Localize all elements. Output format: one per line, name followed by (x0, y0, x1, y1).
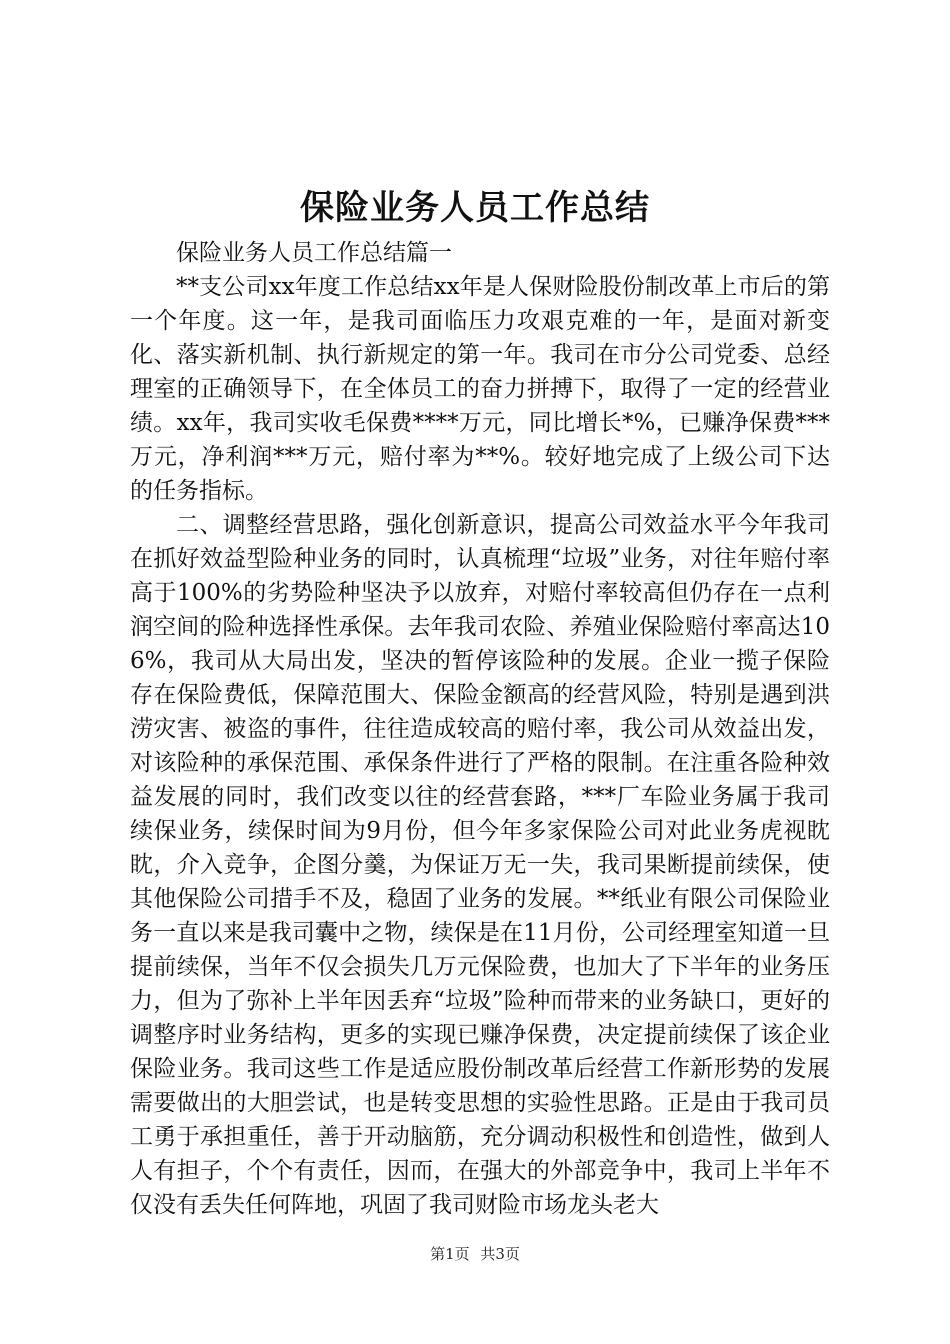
page-total: 共3页 (480, 1245, 520, 1263)
page-number: 第1页 (430, 1245, 470, 1263)
paragraph-1: **支公司xx年度工作总结xx年是人保财险股份制改革上市后的第一个年度。这一年，是我司面临压力攻艰克难的一年，是面对新变化、落实新机制、执行新规定的第一年。我司在市分公司党委、总经理室的正确领导下，在全体员工的奋力拼搏下，取得了一定的经营业绩。xx年，我司实收毛保费****万元，同比增长*%，已赚净保费***万元，净利润***万元，赔付率为**%。较好地完成了上级公司下达的任务指标。 (130, 274, 830, 504)
document-body (130, 236, 830, 1222)
page-footer (0, 1244, 950, 1264)
document-title: 保险业务人员工作总结 (300, 188, 650, 228)
paragraph-2: 二、调整经营思路，强化创新意识，提高公司效益水平今年我司在抓好效益型险种业务的同时，认真梳理“垃圾”业务，对往年赔付率高于100%的劣势险种坚决予以放弃，对赔付率较高但仍存在一点利润空间的险种选择性承保。去年我司农险、养殖业保险赔付率高达106%，我司从大局出发，坚决的暂停该险种的发展。企业一揽子保险存在保险费低，保障范围大、保险金额高的经营风险，特别是遇到洪涝灾害、被盗的事件，往往造成较高的赔付率，我公司从效益出发，对该险种的承保范围、承保条件进行了严格的限制。在注重各险种效益发展的同时，我们改变以往的经营套路，***厂车险业务属于我司续保业务，续保时间为9月份，但今年多家保险公司对此业务虎视眈眈，介入竞争，企图分羹，为保证万无一失，我司果断提前续保，使其他保险公司措手不及，稳固了业务的发展。**纸业有限公司保险业务一直以来是我司囊中之物，续保是在11月份，公司经理室知道一旦提前续保，当年不仅会损失几万元保险费，也加大了下半年的业务压力，但为了弥补上半年因丢弃“垃圾”险种而带来的业务缺口，更好的调整序时业务结构，更多的实现已赚净保费，决定提前续保了该企业保险业务。我司这些工作是适应股份制改革后经营工作新形势的发展需要做出的大胆尝试，也是转变思想的实验性思路。正是由于我司员工勇于承担重任，善于开动脑筋，充分调动积极性和创造性，做到人人有担子，个个有责任，因而，在强大的外部竞争中，我司上半年不仅没有丢失任何阵地，巩固了我司财险市场龙头老大 (130, 512, 830, 1218)
section-subtitle: 保险业务人员工作总结篇一 (176, 240, 452, 266)
